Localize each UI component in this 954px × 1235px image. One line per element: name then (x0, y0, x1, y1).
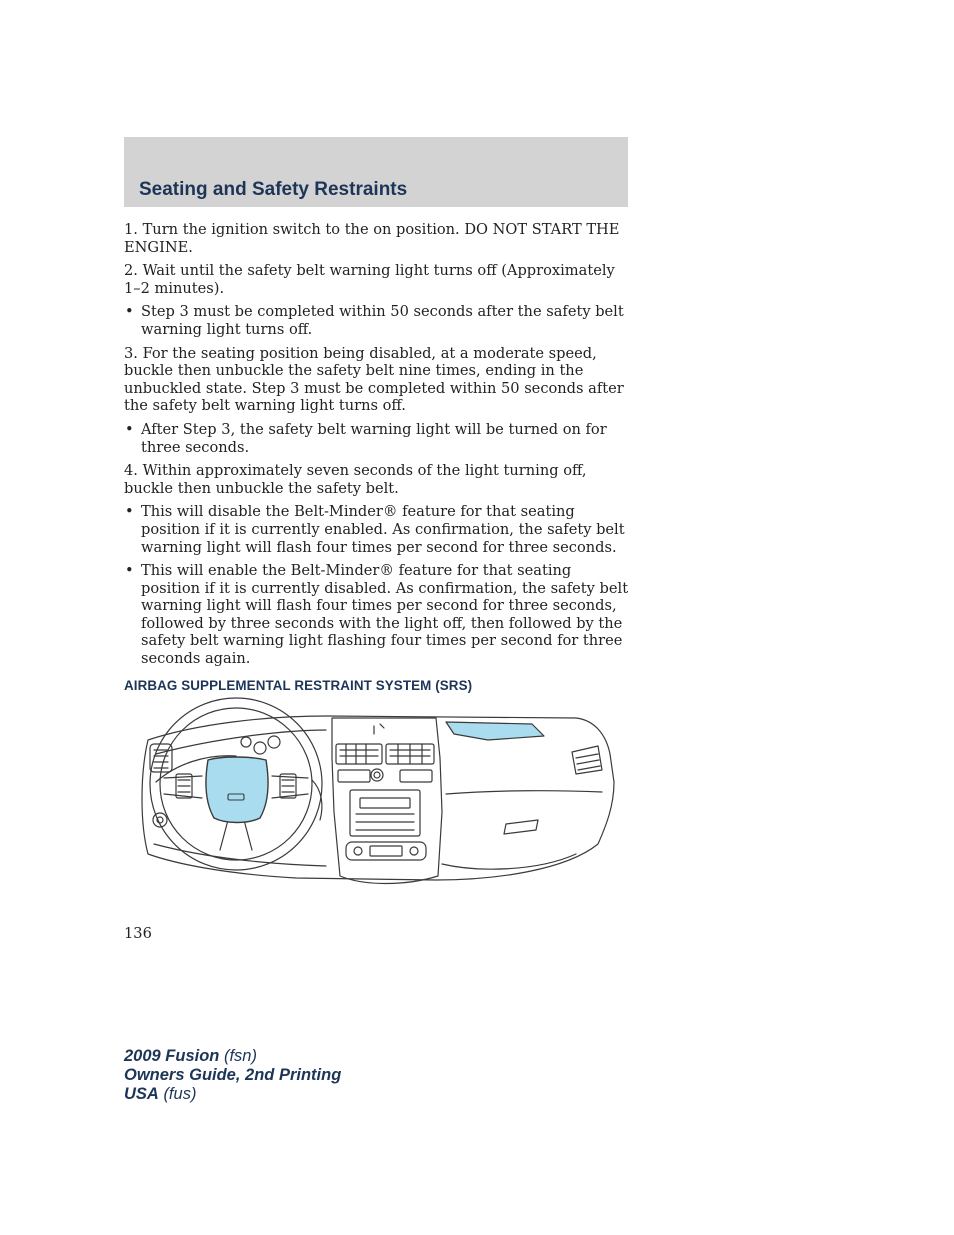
footer-guide-edition: Owners Guide, 2nd Printing (124, 1066, 342, 1084)
step-2-text: 2. Wait until the safety belt warning light turns off (Approximately 1–2 minutes). (124, 262, 615, 297)
page-content (124, 221, 630, 694)
footer-market: USA (124, 1085, 159, 1103)
footer-line-3 (124, 1085, 341, 1104)
bullet-text: This will disable the Belt-Minder® feature for that seating position if it is currently enabled. As confirmation, the safety belt warning light will flash four times per second for three seconds. (141, 503, 625, 556)
bullet-symbol: • (125, 303, 134, 321)
bullet-item (124, 503, 630, 556)
footer-line-1 (124, 1047, 341, 1066)
footer-model-code: (fsn) (223, 1047, 257, 1065)
bullet-symbol: • (125, 562, 134, 580)
bullet-symbol: • (125, 420, 134, 438)
section-header-band (124, 137, 628, 207)
srs-subheading: AIRBAG SUPPLEMENTAL RESTRAINT SYSTEM (SRS) (124, 677, 473, 693)
bullet-item (124, 562, 630, 668)
footer-model: 2009 Fusion (124, 1047, 220, 1065)
driver-airbag-highlight (206, 757, 268, 823)
bullet-text: This will enable the Belt-Minder® feature for that seating position if it is currently disabled. As confirmation, the safety belt warning light will flash four times per second for three seconds, followed by three seconds with the light off, then followed by the safety belt warning light flashing four times per second for three seconds again. (141, 562, 629, 668)
footer-market-code: (fus) (163, 1085, 197, 1103)
dashboard-airbag-illustration (136, 694, 618, 890)
section-title: Seating and Safety Restraints (139, 179, 408, 200)
bullet-text: After Step 3, the safety belt warning light will be turned on for three seconds. (141, 420, 607, 456)
step-4-text: 4. Within approximately seven seconds of the light turning off, buckle then unbuckle the safety belt. (124, 462, 587, 497)
bullet-text: Step 3 must be completed within 50 seconds after the safety belt warning light turns off. (141, 303, 624, 338)
step-3-text: 3. For the seating position being disabled, at a moderate speed, buckle then unbuckle the safety belt nine times, ending in the unbuckled state. Step 3 must be completed within 50 seconds after the safety belt warning light turns off. (124, 344, 624, 415)
bullet-item (124, 421, 630, 456)
page-number: 136 (124, 925, 152, 942)
document-footer (124, 1047, 341, 1104)
bullet-symbol: • (125, 503, 134, 521)
bullet-item (124, 303, 630, 338)
step-1-text: 1. Turn the ignition switch to the on position. DO NOT START THE ENGINE. (124, 221, 620, 256)
